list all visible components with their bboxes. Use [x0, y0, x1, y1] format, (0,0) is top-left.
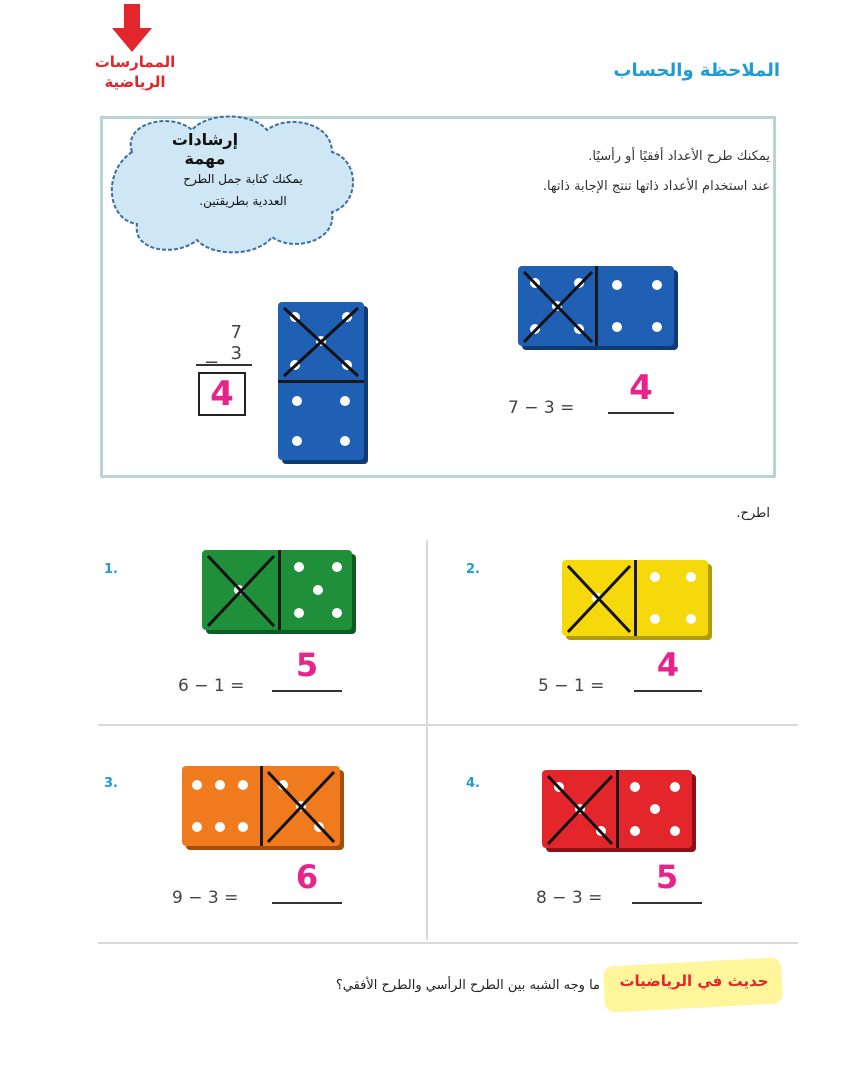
- subtract-instruction: اطرح.: [736, 506, 770, 521]
- section-title: الملاحظة والحساب: [613, 60, 780, 81]
- exercise-number: 1.: [104, 562, 118, 577]
- exercise-number: 3.: [104, 776, 118, 791]
- tip-title: إرشادات مهمة: [171, 130, 239, 168]
- exercise-4-domino: [542, 770, 692, 848]
- cross-out-icon: [562, 560, 636, 636]
- cross-out-icon: [202, 550, 280, 630]
- talk-about-math-question: ما وجه الشبه بين الطرح الرأسي والطرح الأفقي؟: [335, 978, 600, 993]
- intro-text: يمكنك طرح الأعداد أفقيًا أو رأسيًا. عند استخدام الأعداد ذاتها تنتج الإجابة ذاتها.: [542, 149, 770, 194]
- cross-out-icon: [278, 302, 364, 382]
- example-answer-line: [608, 368, 674, 414]
- minus-sign: −: [204, 352, 220, 373]
- divider-line: [98, 942, 798, 944]
- exercise-3-answer-line: [272, 858, 342, 904]
- example-horizontal-domino: [518, 266, 674, 346]
- math-practices-label: الممارسات الرياضية: [94, 53, 176, 91]
- example-equation: 7 − 3 =: [508, 398, 575, 418]
- exercise-3-equation: 9 − 3 =: [172, 888, 239, 908]
- exercise-4-equation: 8 − 3 =: [536, 888, 603, 908]
- talk-about-math-title: حديث في الرياضيات: [619, 972, 769, 990]
- cross-out-icon: [262, 766, 340, 846]
- exercise-3-answer: 6: [295, 858, 319, 896]
- exercise-1-answer-line: [272, 646, 342, 692]
- example-answer: 4: [629, 368, 653, 408]
- vertical-answer-box: [198, 372, 246, 416]
- divider-line: [426, 540, 428, 940]
- exercise-4-answer-line: [632, 858, 702, 904]
- exercise-3-domino: [182, 766, 340, 846]
- down-arrow-icon: [112, 4, 152, 54]
- tip-text: يمكنك كتابة جمل الطرح العددية بطريقتين.: [183, 172, 303, 208]
- exercise-1-answer: 5: [295, 646, 319, 684]
- exercise-number: 4.: [466, 776, 480, 791]
- divider-line: [98, 724, 798, 726]
- exercise-2-answer: 4: [656, 646, 680, 684]
- exercise-2-equation: 5 − 1 =: [538, 676, 605, 696]
- exercise-number: 2.: [466, 562, 480, 577]
- example-vertical-domino: [278, 302, 364, 460]
- exercise-2-domino: [562, 560, 708, 636]
- exercise-1-domino: [202, 550, 352, 630]
- exercise-2-answer-line: [634, 646, 702, 692]
- cross-out-icon: [542, 770, 618, 848]
- vertical-subtraction: [196, 322, 252, 416]
- cross-out-icon: [518, 266, 598, 346]
- exercise-1-equation: 6 − 1 =: [178, 676, 245, 696]
- vertical-answer: 4: [210, 374, 234, 414]
- vertical-bottom-number: 3: [196, 343, 252, 366]
- exercise-4-answer: 5: [655, 858, 679, 896]
- vertical-top-number: 7: [230, 322, 242, 343]
